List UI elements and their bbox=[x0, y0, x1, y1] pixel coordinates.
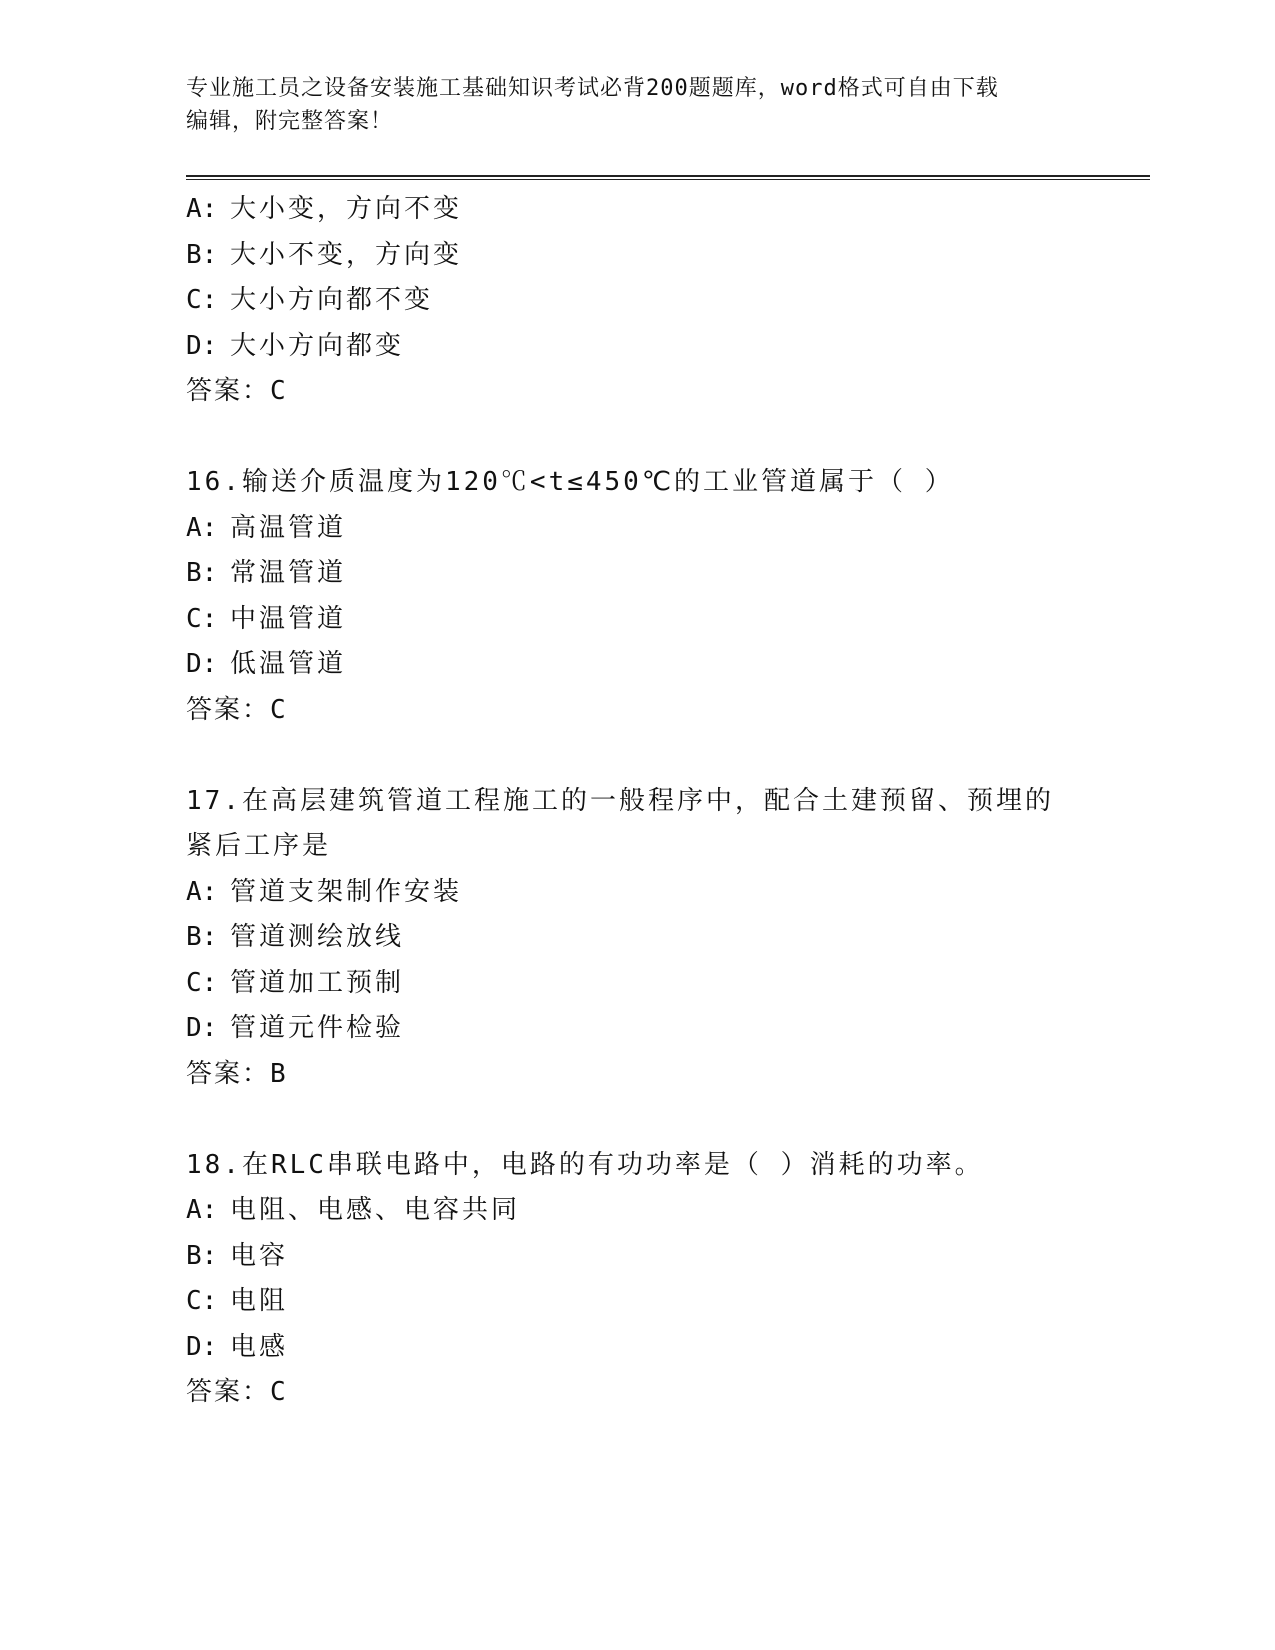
question-15 bbox=[186, 187, 1150, 415]
page-header bbox=[186, 72, 1086, 138]
option-b bbox=[186, 1234, 1150, 1280]
spacer bbox=[186, 733, 1150, 779]
header-title-line-2: 编辑，附完整答案！ bbox=[186, 109, 394, 134]
option-label: A: bbox=[186, 1195, 218, 1225]
option-label: A: bbox=[186, 194, 218, 224]
option-text: 电容 bbox=[230, 1240, 289, 1271]
option-text: 低温管道 bbox=[230, 649, 347, 679]
option-label: B: bbox=[186, 239, 218, 270]
option-text: 电感 bbox=[230, 1331, 289, 1362]
question-text: 18.在RLC串联电路中，电路的有功功率是（ ）消耗的功率。 bbox=[186, 1149, 984, 1180]
option-a bbox=[186, 187, 1150, 233]
option-text: 中温管道 bbox=[230, 603, 347, 634]
option-label: A: bbox=[186, 876, 218, 907]
option-a bbox=[186, 1188, 1150, 1234]
option-c bbox=[186, 1279, 1150, 1325]
option-label: B: bbox=[186, 558, 218, 588]
option-a bbox=[186, 870, 1150, 916]
option-text: 大小方向都变 bbox=[230, 330, 405, 361]
spacer bbox=[186, 1097, 1150, 1143]
option-label: B: bbox=[186, 922, 218, 952]
option-text: 电阻 bbox=[230, 1286, 289, 1316]
option-label: C: bbox=[186, 967, 218, 998]
option-text: 高温管道 bbox=[230, 512, 347, 543]
option-text: 电阻、电感、电容共同 bbox=[230, 1195, 521, 1225]
option-label: C: bbox=[186, 1286, 218, 1316]
option-label: D: bbox=[186, 1331, 218, 1362]
option-d bbox=[186, 1006, 1150, 1052]
option-text: 管道元件检验 bbox=[230, 1013, 405, 1043]
question-list bbox=[186, 187, 1150, 1416]
option-b bbox=[186, 551, 1150, 597]
question-16 bbox=[186, 460, 1150, 733]
option-label: D: bbox=[186, 649, 218, 679]
option-text: 管道支架制作安装 bbox=[230, 876, 463, 907]
option-text: 管道加工预制 bbox=[230, 967, 405, 998]
option-text: 常温管道 bbox=[230, 558, 347, 588]
option-d bbox=[186, 324, 1150, 370]
option-c bbox=[186, 961, 1150, 1007]
option-label: A: bbox=[186, 512, 218, 543]
answer-line: 答案：C bbox=[186, 376, 288, 406]
spacer bbox=[186, 415, 1150, 461]
answer-line: 答案：B bbox=[186, 1058, 288, 1089]
option-label: C: bbox=[186, 603, 218, 634]
option-text: 大小方向都不变 bbox=[230, 285, 434, 315]
answer-line: 答案：C bbox=[186, 694, 288, 725]
option-b bbox=[186, 233, 1150, 279]
option-label: D: bbox=[186, 330, 218, 361]
option-a bbox=[186, 506, 1150, 552]
option-text: 大小不变，方向变 bbox=[230, 239, 463, 270]
option-label: D: bbox=[186, 1013, 218, 1043]
question-17 bbox=[186, 779, 1150, 1098]
option-d bbox=[186, 642, 1150, 688]
header-divider bbox=[186, 175, 1150, 180]
option-label: C: bbox=[186, 285, 218, 315]
question-18 bbox=[186, 1143, 1150, 1416]
option-c bbox=[186, 278, 1150, 324]
option-label: B: bbox=[186, 1240, 218, 1271]
option-text: 大小变，方向不变 bbox=[230, 194, 463, 224]
option-d bbox=[186, 1325, 1150, 1371]
option-text: 管道测绘放线 bbox=[230, 922, 405, 952]
header-title-line-1: 专业施工员之设备安装施工基础知识考试必背200题题库，word格式可自由下载 bbox=[186, 76, 999, 101]
question-text: 17.在高层建筑管道工程施工的一般程序中，配合土建预留、预埋的紧后工序是 bbox=[186, 785, 1054, 861]
option-b bbox=[186, 915, 1150, 961]
option-c bbox=[186, 597, 1150, 643]
answer-line: 答案：C bbox=[186, 1377, 288, 1407]
question-text: 16.输送介质温度为120℃<t≤450℃的工业管道属于（ ） bbox=[186, 467, 954, 497]
